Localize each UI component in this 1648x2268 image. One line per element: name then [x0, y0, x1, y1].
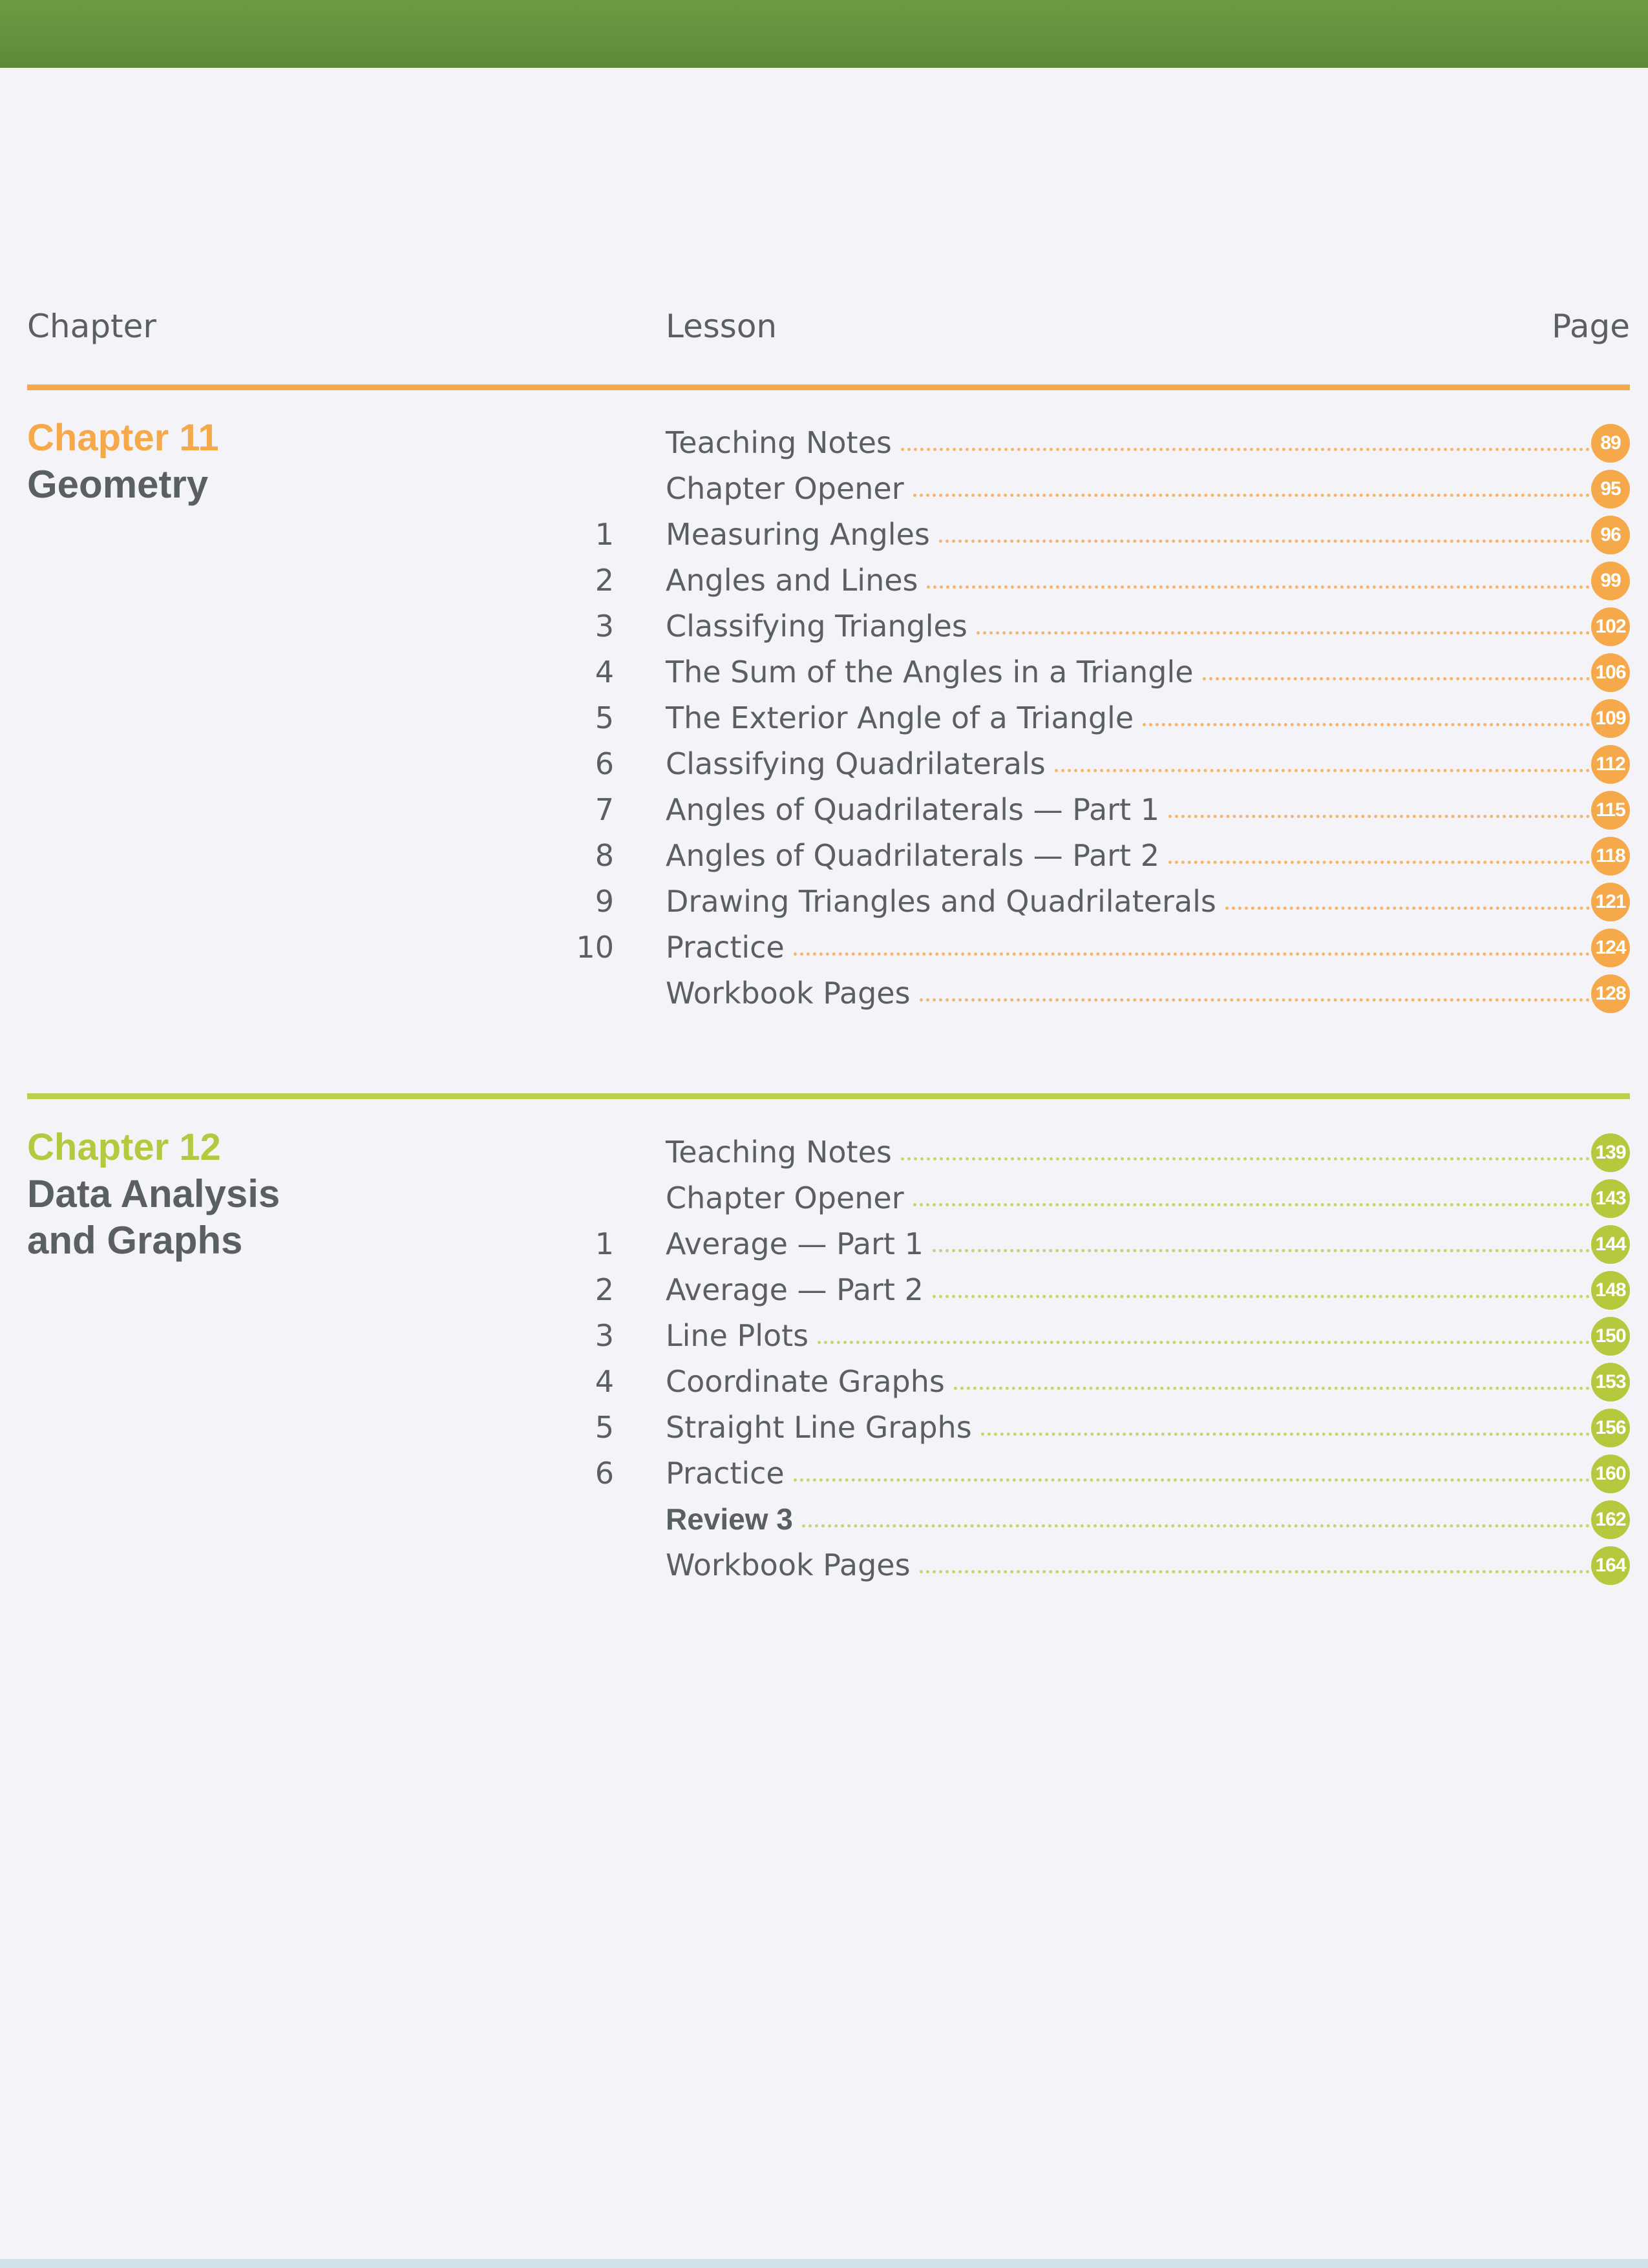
chapter-11-divider — [27, 384, 1630, 390]
dot-leader — [1225, 907, 1590, 910]
lesson-row — [0, 1175, 1648, 1221]
lesson-row — [0, 925, 1648, 971]
chapter-number-label: Chapter 12 — [27, 1126, 221, 1168]
lesson-number: 8 — [595, 838, 614, 873]
dot-leader — [977, 631, 1590, 635]
lesson-leader — [666, 1359, 1594, 1405]
lesson-title: Drawing Triangles and Quadrilaterals — [666, 884, 1216, 919]
lesson-leader — [666, 1451, 1594, 1496]
dot-leader — [802, 1524, 1590, 1528]
lesson-row — [0, 466, 1648, 512]
dot-leader — [818, 1341, 1590, 1344]
bottom-edge-band — [0, 2259, 1648, 2268]
page-number-badge: 143 — [1591, 1179, 1630, 1218]
lesson-title: Workbook Pages — [666, 1548, 911, 1582]
lesson-title: Workbook Pages — [666, 976, 911, 1011]
lesson-leader — [666, 1405, 1594, 1451]
chapter-number-label: Chapter 11 — [27, 417, 219, 459]
lesson-title: Measuring Angles — [666, 517, 930, 552]
lesson-leader — [666, 604, 1594, 649]
lesson-leader — [666, 1267, 1594, 1313]
lesson-leader — [666, 787, 1594, 833]
page-number-badge: 160 — [1591, 1454, 1630, 1493]
chapter-12-divider — [27, 1093, 1630, 1099]
lesson-row — [0, 1405, 1648, 1451]
lesson-leader — [666, 1496, 1594, 1542]
dot-leader — [1143, 723, 1590, 726]
dot-leader — [794, 1478, 1590, 1482]
lesson-title: The Sum of the Angles in a Triangle — [666, 655, 1194, 689]
lesson-leader — [666, 1542, 1594, 1588]
lesson-title: Teaching Notes — [666, 1135, 892, 1170]
lesson-number: 2 — [595, 1272, 614, 1307]
dot-leader — [1203, 677, 1590, 680]
lesson-leader — [666, 558, 1594, 604]
page-number-badge: 109 — [1591, 699, 1630, 738]
lesson-leader — [666, 1129, 1594, 1175]
page-number-badge: 89 — [1591, 424, 1630, 463]
page-number-badge: 121 — [1591, 883, 1630, 921]
lesson-leader — [666, 1221, 1594, 1267]
lesson-leader — [666, 512, 1594, 558]
lesson-row — [0, 833, 1648, 879]
chapter-12-lesson-list — [0, 1129, 1648, 1588]
lesson-number: 4 — [595, 1364, 614, 1399]
lesson-leader — [666, 741, 1594, 787]
lesson-title: Average — Part 2 — [666, 1272, 924, 1307]
lesson-title: Practice — [666, 1456, 785, 1491]
dot-leader — [939, 540, 1590, 543]
lesson-row — [0, 420, 1648, 466]
lesson-row — [0, 1221, 1648, 1267]
lesson-title: Review 3 — [666, 1502, 793, 1536]
page-number-badge: 99 — [1591, 562, 1630, 600]
lesson-title: Practice — [666, 930, 785, 965]
lesson-title: Chapter Opener — [666, 1181, 904, 1215]
lesson-leader — [666, 879, 1594, 925]
lesson-number: 6 — [595, 746, 614, 781]
lesson-row — [0, 1129, 1648, 1175]
page-number-badge: 115 — [1591, 791, 1630, 830]
lesson-leader — [666, 925, 1594, 971]
chapter-title-line: and Graphs — [27, 1219, 243, 1262]
chapter-title-line: Data Analysis — [27, 1172, 280, 1215]
column-header-chapter: Chapter — [27, 308, 156, 345]
page-number-badge: 95 — [1591, 470, 1630, 509]
dot-leader — [913, 494, 1590, 497]
lesson-leader — [666, 1313, 1594, 1359]
lesson-row — [0, 1451, 1648, 1496]
page-number-badge: 102 — [1591, 607, 1630, 646]
lesson-leader — [666, 971, 1594, 1016]
lesson-leader — [666, 695, 1594, 741]
page-number-badge: 139 — [1591, 1133, 1630, 1172]
lesson-row — [0, 787, 1648, 833]
lesson-number: 2 — [595, 563, 614, 598]
lesson-row — [0, 1542, 1648, 1588]
dot-leader — [913, 1203, 1590, 1206]
lesson-number: 1 — [595, 1226, 614, 1261]
dot-leader — [933, 1249, 1590, 1252]
top-color-band — [0, 0, 1648, 68]
lesson-row — [0, 512, 1648, 558]
dot-leader — [1168, 815, 1590, 818]
lesson-row — [0, 879, 1648, 925]
page-number-badge: 148 — [1591, 1271, 1630, 1310]
page-number-badge: 150 — [1591, 1317, 1630, 1356]
lesson-row — [0, 1496, 1648, 1542]
lesson-title: The Exterior Angle of a Triangle — [666, 700, 1134, 735]
lesson-row — [0, 1359, 1648, 1405]
lesson-number: 1 — [595, 517, 614, 552]
lesson-title: Chapter Opener — [666, 471, 904, 506]
lesson-row — [0, 649, 1648, 695]
dot-leader — [901, 1157, 1590, 1160]
lesson-row — [0, 604, 1648, 649]
lesson-title: Angles of Quadrilaterals — Part 1 — [666, 792, 1159, 827]
lesson-title: Average — Part 1 — [666, 1226, 924, 1261]
page-number-badge: 112 — [1591, 745, 1630, 784]
lesson-leader — [666, 466, 1594, 512]
lesson-number: 10 — [576, 930, 614, 965]
lesson-number: 4 — [595, 655, 614, 689]
page-number-badge: 162 — [1591, 1500, 1630, 1539]
lesson-number: 5 — [595, 700, 614, 735]
lesson-row — [0, 695, 1648, 741]
dot-leader — [981, 1433, 1590, 1436]
dot-leader — [927, 585, 1590, 589]
lesson-title: Classifying Triangles — [666, 609, 967, 644]
lesson-leader — [666, 420, 1594, 466]
lesson-number: 5 — [595, 1410, 614, 1445]
lesson-number: 6 — [595, 1456, 614, 1491]
page-number-badge: 128 — [1591, 974, 1630, 1013]
lesson-title: Angles and Lines — [666, 563, 918, 598]
page-number-badge: 96 — [1591, 516, 1630, 554]
page-number-badge: 124 — [1591, 929, 1630, 967]
dot-leader — [1168, 861, 1590, 864]
chapter-11-lesson-list — [0, 420, 1648, 1016]
lesson-number: 3 — [595, 609, 614, 644]
lesson-title: Angles of Quadrilaterals — Part 2 — [666, 838, 1159, 873]
page-number-badge: 106 — [1591, 653, 1630, 692]
lesson-title: Teaching Notes — [666, 425, 892, 460]
lesson-number: 9 — [595, 884, 614, 919]
lesson-row — [0, 558, 1648, 604]
dot-leader — [901, 448, 1590, 451]
lesson-title: Classifying Quadrilaterals — [666, 746, 1046, 781]
dot-leader — [954, 1387, 1590, 1390]
lesson-row — [0, 1313, 1648, 1359]
column-header-lesson: Lesson — [666, 308, 777, 345]
column-header-page: Page — [1551, 308, 1630, 345]
lesson-row — [0, 1267, 1648, 1313]
page-number-badge: 144 — [1591, 1225, 1630, 1264]
lesson-title: Straight Line Graphs — [666, 1410, 972, 1445]
lesson-title: Coordinate Graphs — [666, 1364, 945, 1399]
lesson-number: 3 — [595, 1318, 614, 1353]
lesson-leader — [666, 833, 1594, 879]
lesson-row — [0, 741, 1648, 787]
lesson-leader — [666, 649, 1594, 695]
lesson-number: 7 — [595, 792, 614, 827]
dot-leader — [794, 952, 1590, 956]
lesson-title: Line Plots — [666, 1318, 809, 1353]
page-number-badge: 156 — [1591, 1409, 1630, 1447]
chapter-title: Geometry — [27, 463, 209, 506]
page-number-badge: 153 — [1591, 1363, 1630, 1402]
page-number-badge: 164 — [1591, 1546, 1630, 1585]
lesson-leader — [666, 1175, 1594, 1221]
page-number-badge: 118 — [1591, 837, 1630, 876]
lesson-row — [0, 971, 1648, 1016]
dot-leader — [1055, 769, 1590, 772]
dot-leader — [920, 998, 1590, 1002]
dot-leader — [920, 1570, 1590, 1573]
dot-leader — [933, 1295, 1590, 1298]
